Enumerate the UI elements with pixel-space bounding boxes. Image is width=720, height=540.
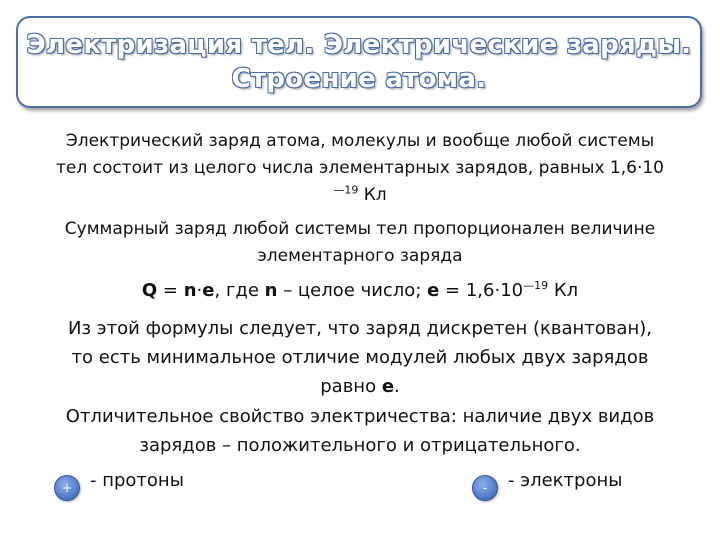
formula-mid: , где — [214, 280, 265, 301]
formula-line — [30, 277, 690, 305]
paragraph-elementary-charge — [30, 128, 690, 209]
proton-icon: + — [54, 475, 80, 501]
formula-mid2: – целое число; — [277, 280, 428, 301]
paragraph-1-line-1: Электрический заряд атома, молекулы и вообще любой системы — [65, 131, 655, 151]
paragraph-discrete-charge — [30, 314, 690, 401]
paragraph-2-line-1: Суммарный заряд любой системы тел пропорционален величине — [64, 219, 656, 239]
title-line-1: Электризация тел. Электрические заряды. — [26, 30, 692, 60]
paragraph-1-line-2 — [30, 155, 690, 182]
formula-n2: n — [264, 280, 278, 301]
title-line-2: Строение атома. — [231, 64, 487, 94]
paragraph-1-line-3 — [30, 182, 690, 209]
formula-e: e — [202, 280, 215, 301]
formula-eq1: = — [157, 280, 184, 301]
formula-dot: · — [196, 280, 203, 301]
electron-label: - электроны — [508, 470, 623, 491]
paragraph-total-charge — [30, 216, 690, 270]
exponent-1: —19 — [333, 183, 359, 197]
paragraph-5-line-2: зарядов – положительного и отрицательного. — [139, 435, 581, 456]
paragraph-2-line-2: элементарного заряда — [257, 246, 463, 266]
formula-n: n — [183, 280, 197, 301]
title-box — [16, 16, 702, 108]
paragraph-1-line-2-text: тел состоит из целого числа элементарных зарядов, равных 1,6·10 — [56, 158, 664, 178]
paragraph-4-line-1: Из этой формулы следует, что заряд дискретен (квантован), — [68, 318, 652, 339]
formula-unit: Кл — [548, 280, 579, 301]
paragraph-4-prefix: равно — [320, 376, 382, 397]
formula-q: Q — [141, 280, 158, 301]
paragraph-5-line-1: Отличительное свойство электричества: наличие двух видов — [65, 406, 655, 427]
paragraph-two-charge-types — [30, 402, 690, 460]
formula-eq2: = 1,6·10 — [439, 280, 524, 301]
paragraph-4-suffix: . — [394, 376, 400, 397]
paragraph-4-line-2: то есть минимальное отличие модулей любых двух зарядов — [71, 347, 649, 368]
proton-label: - протоны — [90, 470, 184, 491]
paragraph-4-line-3 — [30, 372, 690, 401]
electron-icon: - — [472, 475, 498, 501]
formula-e2: e — [427, 280, 440, 301]
unit-1: Кл — [363, 185, 387, 205]
charge-legend — [0, 466, 720, 500]
formula-exponent: —19 — [523, 279, 549, 292]
paragraph-4-e: e — [381, 376, 395, 397]
